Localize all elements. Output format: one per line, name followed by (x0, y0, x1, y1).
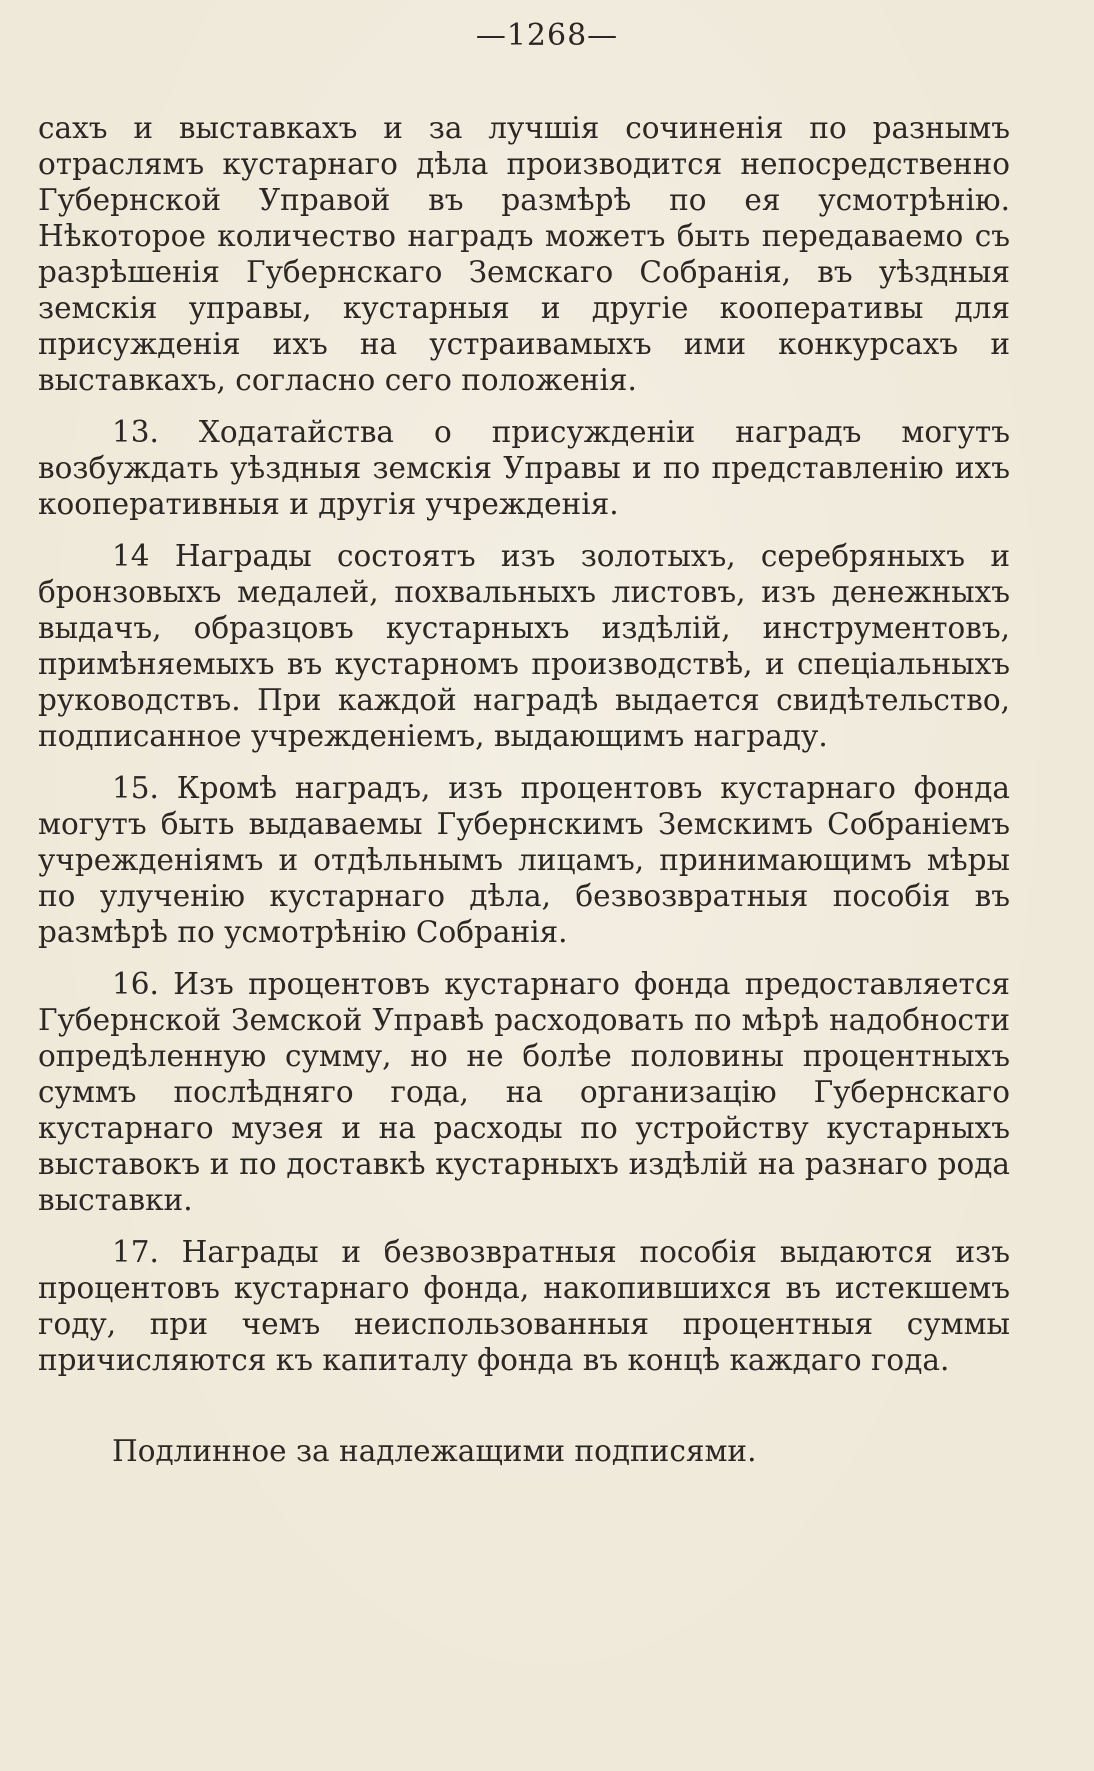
paragraph-15: 15. Кромѣ наградъ, изъ процентовъ кустарнаго фонда могутъ быть выдаваемы Губернскимъ Земскимъ Собраніемъ учрежденіямъ и отдѣльнымъ лицамъ, принимающимъ мѣры по улученію кустарнаго дѣла, безвозвратныя пособія въ размѣрѣ по усмотрѣнію Собранія. (38, 771, 1010, 949)
page-number: —1268— (475, 18, 619, 53)
paragraph-14: 14 Награды состоятъ изъ золотыхъ, серебряныхъ и бронзовыхъ медалей, похвальныхъ листовъ, изъ денежныхъ выдачъ, образцовъ кустарныхъ издѣлій, инструментовъ, примѣняемыхъ въ кустарномъ производствѣ, и спеціальныхъ руководствъ. При каждой наградѣ выдается свидѣтельство, подписанное учрежденіемъ, выдающимъ награду. (38, 539, 1010, 753)
signature-note: Подлинное за надлежащими подписями. (112, 1434, 757, 1468)
paragraph-continuation: сахъ и выставкахъ и за лучшія сочиненія по разнымъ отраслямъ кустарнаго дѣла производится непосредственно Губернской Управой въ размѣрѣ по ея усмотрѣнію. Нѣкоторое количество наградъ можетъ быть передаваемо съ разрѣшенія Губернскаго Земскаго Собранія, въ уѣздныя земскія управы, кустарныя и другіе кооперативы для присужденія ихъ на устраивамыхъ ими конкурсахъ и выставкахъ, согласно сего положенія. (38, 111, 1010, 397)
body-text (38, 110, 1010, 1378)
paragraph-17: 17. Награды и безвозвратныя пособія выдаются изъ процентовъ кустарнаго фонда, накопившихся въ истекшемъ году, при чемъ неиспользованныя процентныя суммы причисляются къ капиталу фонда въ концѣ каждаго года. (38, 1235, 1010, 1377)
paragraph-13: 13. Ходатайства о присужденіи наградъ могутъ возбуждать уѣздныя земскія Управы и по представленію ихъ кооперативныя и другія учрежденія. (38, 415, 1010, 521)
paragraph-16: 16. Изъ процентовъ кустарнаго фонда предоставляется Губернской Земской Управѣ расходовать по мѣрѣ надобности опредѣленную сумму, но не болѣе половины процентныхъ суммъ послѣдняго года, на организацію Губернскаго кустарнаго музея и на расходы по устройству кустарныхъ выставокъ и по доставкѣ кустарныхъ издѣлій на разнаго рода выставки. (38, 967, 1010, 1217)
